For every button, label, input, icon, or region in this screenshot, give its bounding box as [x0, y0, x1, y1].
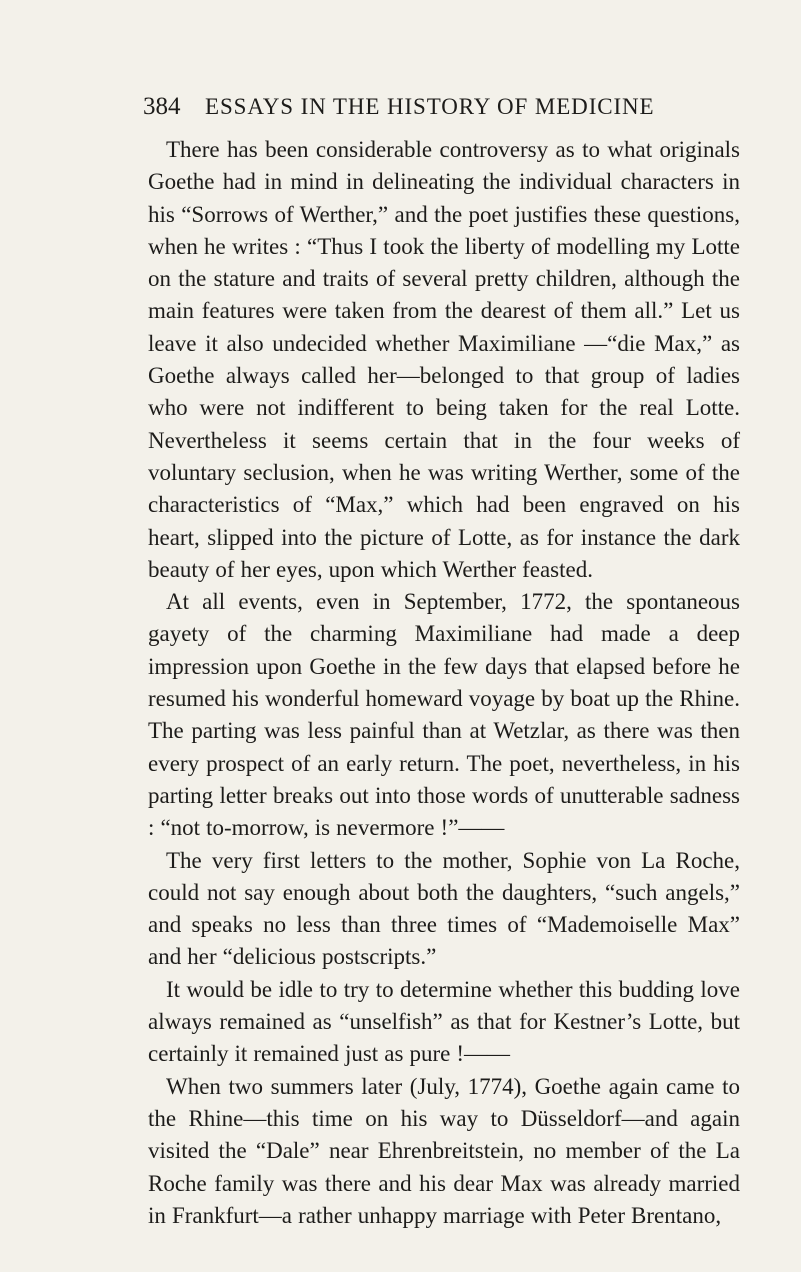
paragraph-4: It would be idle to try to determine whether this budding love always remained as “unselfish” as that for Kestner’s Lotte, but certainly it remained just as pure !—— [148, 976, 740, 1067]
paragraph-3: The very first letters to the mother, Sophie von La Roche, could not say enough about both the daughters, “such angels,” and speaks no less than three times of “Mademoiselle Max” and her “delicious postscripts.” [148, 847, 740, 970]
body-text [148, 134, 740, 1232]
paragraph-1: There has been considerable controversy as to what originals Goethe had in mind in delineating the individual characters in his “Sorrows of Werther,” and the poet justifies these questions, when he writes : “Thus I took the liberty of modelling my Lotte on the stature and traits of several pretty children, although the main features were taken from the dearest of them all.” Let us leave it also undecided whether Maximiliane —“die Max,” as Goethe always called her—belonged to that group of ladies who were not indifferent to being taken for the real Lotte. Nevertheless it seems certain that in the four weeks of voluntary seclusion, when he was writing Werther, some of the characteristics of “Max,” which had been engraved on his heart, slipped into the picture of Lotte, as for instance the dark beauty of her eyes, upon which Werther feasted. [148, 137, 740, 582]
running-head: ESSAYS IN THE HISTORY OF MEDICINE [205, 94, 655, 119]
paragraph-5: When two summers later (July, 1774), Goethe again came to the Rhine—this time on his way to Düsseldorf—and again visited the “Dale” near Ehrenbreitstein, no member of the La Roche family was there and his dear Max was already married in Frankfurt—a rather unhappy marriage with Peter Brentano, [148, 1073, 740, 1228]
page-header [143, 91, 743, 123]
paragraph-2: At all events, even in September, 1772, the spontaneous gayety of the charming Maximiliane had made a deep impression upon Goethe in the few days that elapsed before he resumed his wonderful homeward voyage by boat up the Rhine. The parting was less painful than at Wetzlar, as there was then every prospect of an early return. The poet, nevertheless, in his parting letter breaks out into those words of unutterable sadness : “not to-morrow, is nevermore !”—— [148, 589, 740, 841]
page-number: 384 [143, 93, 181, 120]
